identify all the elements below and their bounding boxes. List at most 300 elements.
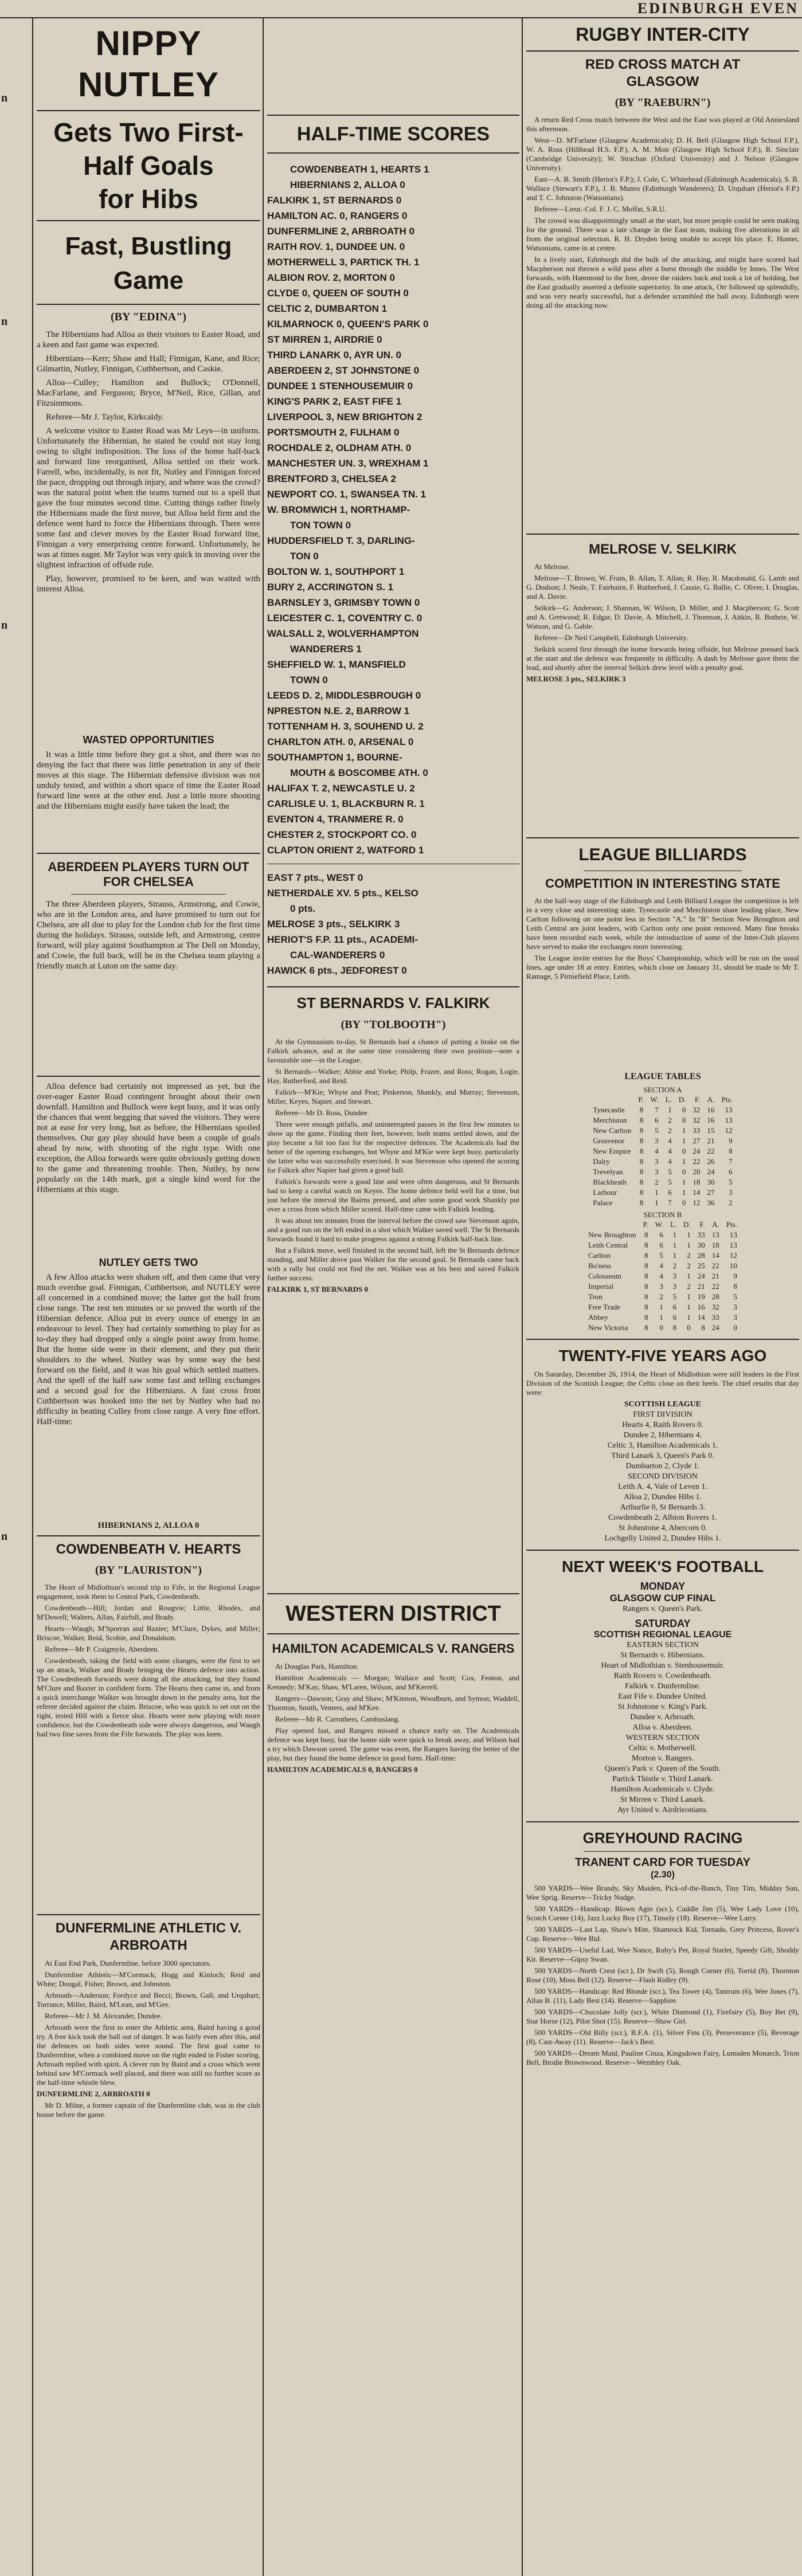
fixture-line: St Bernards v. Hibernians. [620, 1651, 705, 1660]
table-cell: 6 [729, 1167, 733, 1176]
st-bernards-body [267, 1037, 519, 1587]
result-hibs-alloa: HIBERNIANS 2, ALLOA 0 [97, 1521, 199, 1530]
half-time-score: PORTSMOUTH 2, FULHAM 0 [267, 427, 400, 438]
paragraph: At East End Park, Dunfermline, before 3000 spectators. [45, 1959, 212, 1967]
half-time-score: MOUTH & BOSCOMBE ATH. 0 [290, 767, 428, 778]
table-cell: 22 [707, 1147, 715, 1155]
league-tables-title: LEAGUE TABLES [624, 1072, 701, 1081]
half-time-score: TOWN 0 [290, 675, 328, 685]
half-time-score: ST MIRREN 1, AIRDRIE 0 [267, 334, 382, 345]
edge-letter: n [1, 92, 8, 104]
divider [526, 50, 799, 52]
paragraph: A few Alloa attacks were shaken off, and then came that very much overdue goal. Finnigan, Cuthbertson, and NUTLEY were all concerned in a combined move; the latter got the ball from close range. The rest ten minutes or so proved the worth of the Hibernian defence. Alloa put in every ounce of energy in an endeavour to level. They had certainly something to play for as to-day they had dropped only a single point away from home. But the home side were in their element, and they put their shoulders to the wheel. Nutley was by some way the best forward on the field, and it was his goal which settled matters. And the spell of the half saw some fast and telling exchanges and a second goal for the Hibernians. A fast cross from Cuthbertson was hooked into the net by Nutley who had no difficulty in beating Culley from close range. A very fine effort. Half-time: [37, 1273, 260, 1426]
half-time-score: EVENTON 4, TRANMERE R. 0 [267, 814, 404, 825]
table-cell: 4 [659, 1261, 663, 1270]
table-cell: 22 [711, 1282, 719, 1291]
paragraph: Referee—Lieut.-Col. F. J. C. Moffat, S.R.U. [534, 205, 667, 213]
half-time-score: NEWPORT CO. 1, SWANSEA TN. 1 [267, 489, 427, 500]
table-cell: 8 [733, 1282, 737, 1291]
headline-first-half-goals: Gets Two First-Half Goals [53, 117, 244, 181]
table-cell: 5 [668, 1167, 672, 1176]
table-cell: 3 [655, 1136, 659, 1145]
table-header-cell: D. [683, 1220, 691, 1229]
paragraph: Play, however, promised to be keen, and was waited with interest Alloa. [37, 574, 260, 594]
table-cell: 33 [693, 1126, 701, 1135]
half-time-score: CLYDE 0, QUEEN OF SOUTH 0 [267, 288, 409, 299]
paragraph: Arbroath—Anderson; Fordyce and Becci; Brown, Gall, and Urquhart; Torrance, Miller, Baird, M'Lean, and M'Gee. [37, 1991, 260, 2009]
table-row [585, 1261, 741, 1271]
table-cell: 13 [729, 1241, 737, 1249]
table-cell: 8 [729, 1147, 733, 1155]
table-cell: 5 [655, 1126, 659, 1135]
subhead-competition-interesting: COMPETITION IN INTERESTING STATE [545, 876, 780, 891]
table-cell: 1 [672, 1230, 677, 1239]
paragraph: In a lively start, Edinburgh did the bulk of the attacking, and might have scored had Macpherson not thrown a wild pass after a burst through the middle by Innes. The West forwards, with Hammond to the fore, drove the raiders back and took a lot of holding, but the East gradually asserted a definite superiority. In one attack, Orr followed up splendidly, and was very nearly successful, but a defender scrambled the ball away. Edinburgh were doing all the attacking now. [526, 255, 799, 309]
table-row [585, 1323, 741, 1333]
table-cell: 4 [668, 1147, 672, 1155]
byline-edina: (BY "EDINA") [110, 311, 187, 323]
league-table-section-a [589, 1095, 736, 1208]
subhead-nutley-gets-two: NUTLEY GETS TWO [99, 1257, 198, 1268]
label-glasgow-cup-final: GLASGOW CUP FINAL [609, 1593, 716, 1603]
paragraph: The League invite entries for the Boys' Championship, which will be run on the usual lines, age under 18 at entry. Entries, which close on January 31, should be made to Mr T. Ramage, 5 Pirniefield Place, Leith. [526, 954, 799, 981]
paragraph: But a Falkirk move, well finished in the second half, left the St Bernards defence standing, and Miller drove past Walker for the second goal. St Bernards came back with a rally but could not find the net. Walker was at his best and saved Falkirk further success. [267, 1246, 519, 1282]
headline-for-hibs: for Hibs [99, 184, 198, 214]
table-cell: 0 [682, 1116, 686, 1124]
half-time-score: CHESTER 2, STOCKPORT CO. 0 [267, 829, 417, 840]
table-header-cell [585, 1220, 639, 1230]
half-time-score: COWDENBEATH 1, HEARTS 1 [290, 164, 429, 175]
rugby-score: 0 pts. [290, 903, 316, 914]
divider [71, 894, 226, 895]
fixture-line: Falkirk v. Dunfermline. [624, 1682, 701, 1691]
half-time-score: BARNSLEY 3, GRIMSBY TOWN 0 [267, 597, 420, 608]
paragraph: Cowdenbeath, taking the field with some changes, were the first to set up an attack, Walker and Brady bringing the Hearts defence into action. The Cowdenbeath forwards were doing all the attacking, but they found M'Clure and Baxter in confident form. The Hearts then came in, and from a quick interchange Walker was brought down in the penalty area, but the referee decided against the claim. Briscoe, who was quick to set out on the right, tested Hill with a fierce shot. Hearts were now playing with more confidence, but the Cowdenbeath side were always dangerous, and Waugh had two fine saves from the Fife forwards. The play was keen. [37, 1656, 260, 1738]
paragraph: East—A. B. Smith (Heriot's F.P.); J. Cole, C. Whitehead (Edinburgh Academicals), S. B. Wallace (Stewart's F.P.), J. B. Munro (Edinburgh Wanderers); D. Urquhart (Heriot's F.P.) and T. C. Johnston (Watsonians). [526, 175, 799, 202]
result-line: Arthurlie 0, St Bernards 3. [620, 1503, 706, 1512]
half-time-score: SOUTHAMPTON 1, BOURNE- [267, 752, 402, 763]
divider [267, 1633, 519, 1634]
half-time-score: FALKIRK 1, ST BERNARDS 0 [267, 195, 402, 206]
table-cell: 32 [693, 1105, 701, 1114]
table-cell: 2 [672, 1261, 677, 1270]
half-time-score: LEICESTER C. 1, COVENTRY C. 0 [267, 613, 422, 624]
table-header-cell [589, 1095, 635, 1105]
table-cell: 12 [729, 1251, 737, 1260]
table-cell: 16 [707, 1116, 715, 1124]
headline-st-bernards-falkirk: ST BERNARDS V. FALKIRK [296, 994, 490, 1011]
half-time-score: LEEDS D. 2, MIDDLESBROUGH 0 [267, 690, 421, 701]
table-header-cell: A. [712, 1220, 719, 1229]
result-line: Dundee 2, Hibernians 4. [623, 1431, 702, 1440]
table-row [585, 1271, 741, 1281]
billiards-body [526, 896, 799, 1068]
table-row [585, 1302, 741, 1312]
divider [584, 1851, 742, 1852]
half-time-score: BOLTON W. 1, SOUTHPORT 1 [267, 566, 405, 577]
table-cell: 3 [733, 1303, 737, 1311]
table-cell: 8 [644, 1303, 648, 1311]
table-cell: 8 [639, 1157, 644, 1166]
table-cell: 28 [697, 1251, 705, 1260]
half-time-score: TON TOWN 0 [290, 520, 351, 531]
column-left [37, 23, 260, 2573]
club-name: Colosseum [588, 1272, 621, 1280]
table-cell: 7 [668, 1198, 672, 1207]
club-name: Tron [588, 1292, 603, 1301]
table-header-cell: L. [665, 1095, 672, 1104]
fixture-line: Hamilton Academicals v. Clyde. [611, 1785, 715, 1794]
table-row [585, 1250, 741, 1261]
table-cell: 8 [644, 1282, 648, 1291]
half-time-score: CELTIC 2, DUMBARTON 1 [267, 303, 388, 314]
club-name: Dalry [593, 1157, 611, 1166]
table-cell: 32 [711, 1303, 719, 1311]
club-name: New Carlton [593, 1126, 632, 1135]
subhead-tranent-card: TRANENT CARD FOR TUESDAY [575, 1856, 750, 1869]
result-melrose-selkirk: MELROSE 3 pts., SELKIRK 3 [526, 675, 626, 683]
paragraph: It was about ten minutes from the interval before the crowd saw Stevenson again, and a good run on the left ended in a shot which Walker saved well. The St Bernards forwards found it hard to make progress against a strong Falkirk half-back line. [267, 1216, 519, 1243]
headline-western-district: WESTERN DISTRICT [285, 1602, 501, 1626]
result-line: Third Lanark 3, Queen's Park 0. [611, 1452, 714, 1460]
table-cell: 1 [672, 1241, 677, 1249]
table-cell: 8 [644, 1292, 648, 1301]
table-cell: 1 [682, 1188, 686, 1197]
table-cell: 36 [707, 1198, 715, 1207]
hamilton-rangers-body [267, 1662, 519, 1903]
table-row [589, 1146, 736, 1156]
table-cell: 1 [687, 1292, 691, 1301]
table-header-cell: L. [670, 1220, 677, 1229]
paragraph: Alloa—Culley; Hamilton and Bullock; O'Donnell, MacFarlane, and Ferguson; Bryce, M'Neil, Rice, Gillan, and Fitzsimmons. [37, 378, 260, 408]
result-line: Celtic 3, Hamilton Academicals 1. [607, 1441, 718, 1450]
paragraph: Cowdenbeath—Hill; Jordan and Rougvie; Little, Rhodes, and M'Dowell; Walters, Allan, Fairfull, and Brady. [37, 1603, 260, 1621]
result-hamilton-rangers: HAMILTON ACADEMICALS 0, RANGERS 0 [267, 1765, 418, 1774]
table-cell: 6 [659, 1230, 663, 1239]
table-header [585, 1220, 741, 1230]
headline-next-weeks-football: NEXT WEEK'S FOOTBALL [562, 1558, 764, 1575]
edge-letter: n [1, 315, 8, 328]
table-cell: 5 [659, 1251, 663, 1260]
table-cell: 12 [693, 1198, 701, 1207]
table-cell: 0 [682, 1198, 686, 1207]
headline-aberdeen-chelsea: ABERDEEN PLAYERS TURN OUT FOR CHELSEA [48, 860, 249, 889]
fixture-line: Morton v. Rangers. [632, 1754, 694, 1763]
column-middle [267, 115, 519, 2573]
club-name: Bo'ness [588, 1261, 611, 1270]
divider [37, 110, 260, 111]
table-row [589, 1105, 736, 1115]
rugby-score: HERIOT'S F.P. 11 pts., ACADEMI- [267, 934, 418, 945]
half-time-score: HUDDERSFIELD T. 3, DARLING- [267, 535, 415, 546]
column-rule [522, 17, 523, 2576]
half-time-score: CLAPTON ORIENT 2, WATFORD 1 [267, 845, 424, 856]
subhead-wasted-opportunities: WASTED OPPORTUNITIES [83, 734, 214, 746]
first-division-results [526, 1420, 799, 1472]
fixture-line: East Fife v. Dundee United. [618, 1692, 707, 1701]
table-cell: 24 [693, 1147, 701, 1155]
club-name: Leith Central [588, 1241, 628, 1249]
table-cell: 7 [655, 1105, 659, 1114]
rugby-score: NETHERDALE XV. 5 pts., KELSO [267, 888, 418, 899]
paragraph: St Bernards—Walker; Abbie and Yorke; Philp, Frazer, and Ross; Rogan, Logie, Hay, Rutherford, and Reid. [267, 1067, 519, 1085]
table-cell: 1 [687, 1241, 691, 1249]
table-cell: 13 [725, 1105, 733, 1114]
second-division-label: SECOND DIVISION [628, 1472, 698, 1481]
table-cell: 3 [672, 1272, 677, 1280]
table-cell: 0 [682, 1147, 686, 1155]
club-name: Abbey [588, 1313, 608, 1322]
divider [267, 115, 519, 116]
table-cell: 22 [711, 1261, 719, 1270]
club-name: Grosvenor [593, 1136, 625, 1145]
table-row [585, 1312, 741, 1323]
table-cell: 5 [668, 1178, 672, 1186]
paragraph: At the Gymnasium to-day, St Bernards had a chance of putting a brake on the Falkirk advance, and at the same time considering their own position—note a favourable one—in the League. [267, 1037, 519, 1064]
league-table-section-b [585, 1220, 741, 1333]
divider [267, 1593, 519, 1594]
column-rule [32, 17, 33, 2576]
table-cell: 6 [672, 1313, 677, 1322]
table-row [589, 1198, 736, 1208]
half-time-scores-list [267, 162, 519, 858]
table-row [589, 1167, 736, 1177]
half-time-score: WANDERERS 1 [290, 644, 362, 654]
table-cell: 32 [693, 1116, 701, 1124]
half-time-score: MOTHERWELL 3, PARTICK TH. 1 [267, 257, 420, 268]
table-cell: 2 [687, 1261, 691, 1270]
greyhound-time: (2.30) [651, 1870, 675, 1880]
table-cell: 8 [644, 1251, 648, 1260]
half-time-score: DUNFERMLINE 2, ARBROATH 0 [267, 226, 414, 237]
table-cell: 16 [697, 1303, 705, 1311]
table-cell: 8 [644, 1241, 648, 1249]
table-cell: 1 [668, 1105, 672, 1114]
table-cell: 1 [682, 1157, 686, 1166]
table-cell: 3 [733, 1313, 737, 1322]
table-cell: 8 [644, 1272, 648, 1280]
table-cell: 2 [668, 1116, 672, 1124]
table-cell: 14 [711, 1251, 719, 1260]
edge-letter: n [1, 619, 8, 632]
table-cell: 0 [659, 1323, 663, 1332]
nutley-body [37, 330, 260, 731]
table-cell: 13 [725, 1116, 733, 1124]
table-cell: 12 [725, 1126, 733, 1135]
paragraph: Play opened fast, and Rangers missed a chance early on. The Academicals defence was kept busy, but the home side were quick to break away, and Wilson had a try which Dawson saved. The game was even, the Rangers having the better of the play, but they found the home defence in good form. Half-time: [267, 1726, 519, 1762]
half-time-score: BURY 2, ACCRINGTON S. 1 [267, 582, 394, 593]
table-cell: 5 [672, 1292, 677, 1301]
table-header-cell: F. [699, 1220, 705, 1229]
table-cell: 3 [672, 1282, 677, 1291]
table-cell: 2 [729, 1198, 733, 1207]
table-cell: 4 [668, 1136, 672, 1145]
table-cell: 6 [659, 1241, 663, 1249]
divider [37, 220, 260, 221]
cowdenbeath-body [37, 1583, 260, 1910]
table-cell: 18 [711, 1241, 719, 1249]
table-cell: 1 [682, 1126, 686, 1135]
byline-raeburn: (BY "RAEBURN") [615, 96, 711, 109]
half-time-score: SHEFFIELD W. 1, MANSFIELD [267, 659, 406, 670]
table-cell: 6 [672, 1303, 677, 1311]
table-cell: 0 [687, 1323, 691, 1332]
table-cell: 8 [639, 1198, 644, 1207]
table-cell: 2 [659, 1292, 663, 1301]
table-cell: 21 [707, 1136, 715, 1145]
fixture-line: Ayr United v. Airdrieonians. [617, 1806, 709, 1814]
paragraph: Referee—Mr D. Ross, Dundee. [275, 1108, 369, 1117]
table-header-cell: W. [655, 1220, 663, 1229]
paragraph: A return Red Cross match between the West and the East was played at Old Anniesland this afternoon. [526, 115, 799, 133]
masthead-rule [0, 17, 802, 18]
table-cell: 24 [711, 1323, 719, 1332]
race-entry: 500 YARDS—Dream Maid, Pauline Cinza, Kingsdown Fairy, Lumsden Monarch, Trion Bell, Brodie Brownwood. Reserve—Wembley Oak. [526, 2049, 799, 2067]
club-name: Merchiston [593, 1116, 627, 1124]
aberdeen-body [37, 899, 260, 1071]
club-name: Imperial [588, 1282, 614, 1291]
table-cell: 3 [659, 1282, 663, 1291]
table-cell: 2 [655, 1178, 659, 1186]
table-cell: 8 [644, 1230, 648, 1239]
table-cell: 1 [687, 1313, 691, 1322]
table-cell: 8 [639, 1126, 644, 1135]
paragraph: Alloa defence had certainly not impressed as yet, but the over-eager Easter Road contingent brought about their own downfall. Hamilton and Bullock were kept busy, and it was only the chances that went begging that saved the visitors. They were not at ease for very long, but as before, the Hibernians spoiled themselves. Our gay play should have been a couple of goals ahead by now, with shooting of the right type. With one exception, the Alloa forwards were quite obviously getting down to the game and threatening trouble. Then, Nutley, by now popularly on the 14th mark, got a single kind word for the Hibernians at this stage. [37, 1082, 260, 1194]
divider [37, 304, 260, 305]
paragraph: Selkirk—G. Anderson; J. Shannan, W. Wilson, D. Miller, and J. Macpherson; G. Scott and A. Gretwood; R. Edgar, D. Davie, A. Mitchell, J. Thomson, J. Aitkin, R. Buthrie, W. Watson, and G. Gable. [526, 603, 799, 630]
nutley-gets-two-body [37, 1272, 260, 1519]
race-entry: 500 YARDS—Old Billy (scr.), B.F.A. (1), Silver Fins (3), Perseverance (5), Beverage (8), Cast-Away (11). Reserve—Jack's Best. [526, 2028, 799, 2046]
paragraph: The Hibernians had Alloa as their visitors to Easter Road, and a keen and fast game was expected. [37, 330, 260, 350]
table-cell: 30 [707, 1178, 715, 1186]
club-name: Free Trade [588, 1303, 621, 1311]
headline-dunfermline-arbroath: DUNFERMLINE ATHLETIC V. ARBROATH [55, 1920, 242, 1953]
table-cell: 8 [639, 1136, 644, 1145]
headline-greyhound-racing: GREYHOUND RACING [582, 1829, 743, 1846]
race-entry: 500 YARDS—Chocolate Jolly (scr.), White Diamond (1), Firefairy (5), Boy Bet (9), Star Horse (12), Pilot Shot (15). Reserve—Shaw Girl. [526, 2008, 799, 2025]
paragraph: Falkirk's forwards were a good line and were often dangerous, and St Bernards had to keep a careful watch on Keyes. The home defence held well for a time, but just before the interval the Bairns pressed, and after some good work Shankly put over a cross from which Miller scored. Half-time came with Falkirk leading. [267, 1177, 519, 1213]
table-cell: 8 [639, 1188, 644, 1197]
table-cell: 2 [668, 1126, 672, 1135]
table-cell: 25 [697, 1261, 705, 1270]
table-cell: 3 [729, 1188, 733, 1197]
edge-letter: n [1, 1530, 8, 1543]
table-cell: 8 [701, 1323, 705, 1332]
table-header-cell: W. [650, 1095, 659, 1104]
paragraph: Referee—Mr J. M. Alexander, Dundee. [45, 2012, 163, 2020]
club-name: New Victoria [588, 1323, 628, 1332]
table-cell: 5 [729, 1178, 733, 1186]
table-row [585, 1281, 741, 1292]
paragraph: There were enough pitfalls, and uninterrupted passes in the first few minutes to show up the game. Finding their feet, however, both teams settled down, and the play became a bit too fast for the respective defences. The Academicals had the better of the opening exchanges, but Whyte and M'Kie were kept busy, particularly the latter who was successfully exercised. It was Stevenson who opened the scoring for Falkirk after Napier had given a good ball. [267, 1120, 519, 1174]
rugby-score: MELROSE 3 pts., SELKIRK 3 [267, 919, 400, 930]
half-time-score: MANCHESTER UN. 3, WREXHAM 1 [267, 458, 429, 469]
table-cell: 3 [655, 1167, 659, 1176]
club-name: Trevelyan [593, 1167, 623, 1176]
table-row [585, 1230, 741, 1240]
table-row [589, 1187, 736, 1198]
fixture-line: Dundee v. Arbroath. [630, 1713, 695, 1722]
half-time-score: TOTTENHAM H. 3, SOUHEND U. 2 [267, 721, 424, 732]
byline-tolbooth: (BY "TOLBOOTH") [341, 1018, 446, 1031]
fixture-line: Queen's Park v. Queen of the South. [604, 1765, 721, 1773]
table-cell: 10 [729, 1261, 737, 1270]
divider [526, 1339, 799, 1340]
table-cell: 14 [697, 1313, 705, 1322]
table-cell: 33 [711, 1313, 719, 1322]
table-cell: 13 [729, 1230, 737, 1239]
paragraph: Hamilton Academicals — Morgan; Wallace and Scott; Cox, Fenton, and Kennedy; M'Kay, Shaw, M'Laren, Wilson, and M'Kerrell. [267, 1673, 519, 1691]
table-cell: 4 [655, 1147, 659, 1155]
half-time-score: KING'S PARK 2, EAST FIFE 1 [267, 396, 402, 407]
table-row [589, 1136, 736, 1146]
greyhound-card [526, 1884, 799, 2067]
paragraph: It was a little time before they got a shot, and there was no denying the fact that there was little penetration in any of their moves at this stage. The Hibernian defensive division was not unduly tested, and within a short space of time the Easter Road forward line were at the other end. Just a little more shooting and the Hibernians might easily have taken the lead; the [37, 750, 260, 811]
table-cell: 33 [697, 1230, 705, 1239]
nutley-continued-body [37, 1081, 260, 1253]
half-time-score: HAMILTON AC. 0, RANGERS 0 [267, 210, 408, 221]
table-cell: 21 [697, 1282, 705, 1291]
glasgow-cup-match: Rangers v. Queen's Park. [623, 1605, 703, 1613]
rugby-score: EAST 7 pts., WEST 0 [267, 872, 363, 883]
paragraph: The Heart of Midlothian's second trip to Fife, in the Regional League engagement, took them to Central Park, Cowdenbeath. [37, 1583, 260, 1601]
paragraph: Referee—Dr Neil Campbell, Edinburgh University. [534, 633, 688, 642]
result-line: St Johnstone 4, Abercorn 0. [618, 1524, 707, 1532]
race-entry: 500 YARDS—Last Lap, Shaw's Mite, Shamrock Kid, Tornado, Grey Princess, Rover's Cup. Reserve—Wee Bid. [526, 1925, 799, 1943]
table-header-cell: P. [643, 1220, 648, 1229]
race-entry: 500 YARDS—Handicap: Red Blonde (scr.), Tea Tower (4), Tantrum (6), Wee Jones (7), Allan B. (11), Lady Best (14). Reserve—Sapphire. [526, 1987, 799, 2005]
table-cell: 8 [639, 1167, 644, 1176]
second-division-results [526, 1482, 799, 1544]
race-entry: 500 YARDS—North Crest (scr.), Dr Swift (5), Rough Corner (6), Torrid (8), Thornton Rose (10), Moss Bell (12). Reserve—Flash Ridley (9). [526, 1966, 799, 1984]
table-cell: 8 [639, 1147, 644, 1155]
divider [37, 1914, 260, 1915]
headline-rugby-inter-city: RUGBY INTER-CITY [576, 24, 750, 45]
club-name: Larbour [593, 1188, 617, 1197]
table-cell: 26 [707, 1157, 715, 1166]
club-name: New Broughton [588, 1230, 636, 1239]
headline-cowdenbeath-hearts: COWDENBEATH V. HEARTS [56, 1542, 241, 1557]
table-cell: 8 [644, 1323, 648, 1332]
rugby-score: HAWICK 6 pts., JEDFOREST 0 [267, 965, 407, 976]
table-cell: 16 [707, 1105, 715, 1114]
table-header-cell: D. [678, 1095, 686, 1104]
paragraph: Selkirk scored first through the home forwards being offside, but Melrose pressed back at the start and the defence was frequently in difficulty. A dash by Melrose gave them the lead, and shortly after the interval Selkirk drew level with a penalty goal. [526, 645, 799, 672]
column-rule [263, 17, 264, 2576]
table-header-cell: A. [707, 1095, 715, 1104]
table-header [589, 1095, 736, 1105]
paragraph: Referee—Mr J. Taylor, Kirkcaldy. [46, 413, 164, 422]
divider [267, 152, 519, 154]
club-name: Blackheath [593, 1178, 627, 1186]
melrose-body [526, 562, 799, 832]
table-cell: 1 [687, 1272, 691, 1280]
subhead-red-cross-match: RED CROSS MATCH AT [585, 57, 741, 72]
result-falkirk-st-bernards: FALKIRK 1, ST BERNARDS 0 [267, 1285, 369, 1293]
race-entry: 500 YARDS—Wee Brandy, Sky Maiden, Pick-of-the-Bunch, Tiny Tim, Midday Sun, Wee Sprig. Reserve—Tricky Nudge. [526, 1884, 799, 1901]
half-time-score: DUNDEE 1 STENHOUSEMUIR 0 [267, 381, 413, 391]
result-dunfermline-arbroath: DUNFERMLINE 2, ARBROATH 0 [37, 2089, 150, 2098]
table-cell: 8 [639, 1178, 644, 1186]
paragraph: On Saturday, December 26, 1914, the Heart of Midlothian were still leaders in the First Division of the Scottish League; the Celtic close on their heels. The chief results that day were: [526, 1370, 799, 1397]
first-division-label: FIRST DIVISION [633, 1410, 693, 1419]
half-time-score: CARLISLE U. 1, BLACKBURN R. 1 [267, 798, 425, 809]
fixture-line: Partick Thistle v. Third Lanark. [612, 1775, 713, 1783]
table-cell: 1 [655, 1198, 659, 1207]
section-b-label: SECTION B [643, 1210, 682, 1219]
table-cell: 9 [733, 1272, 737, 1280]
divider [526, 1821, 799, 1822]
